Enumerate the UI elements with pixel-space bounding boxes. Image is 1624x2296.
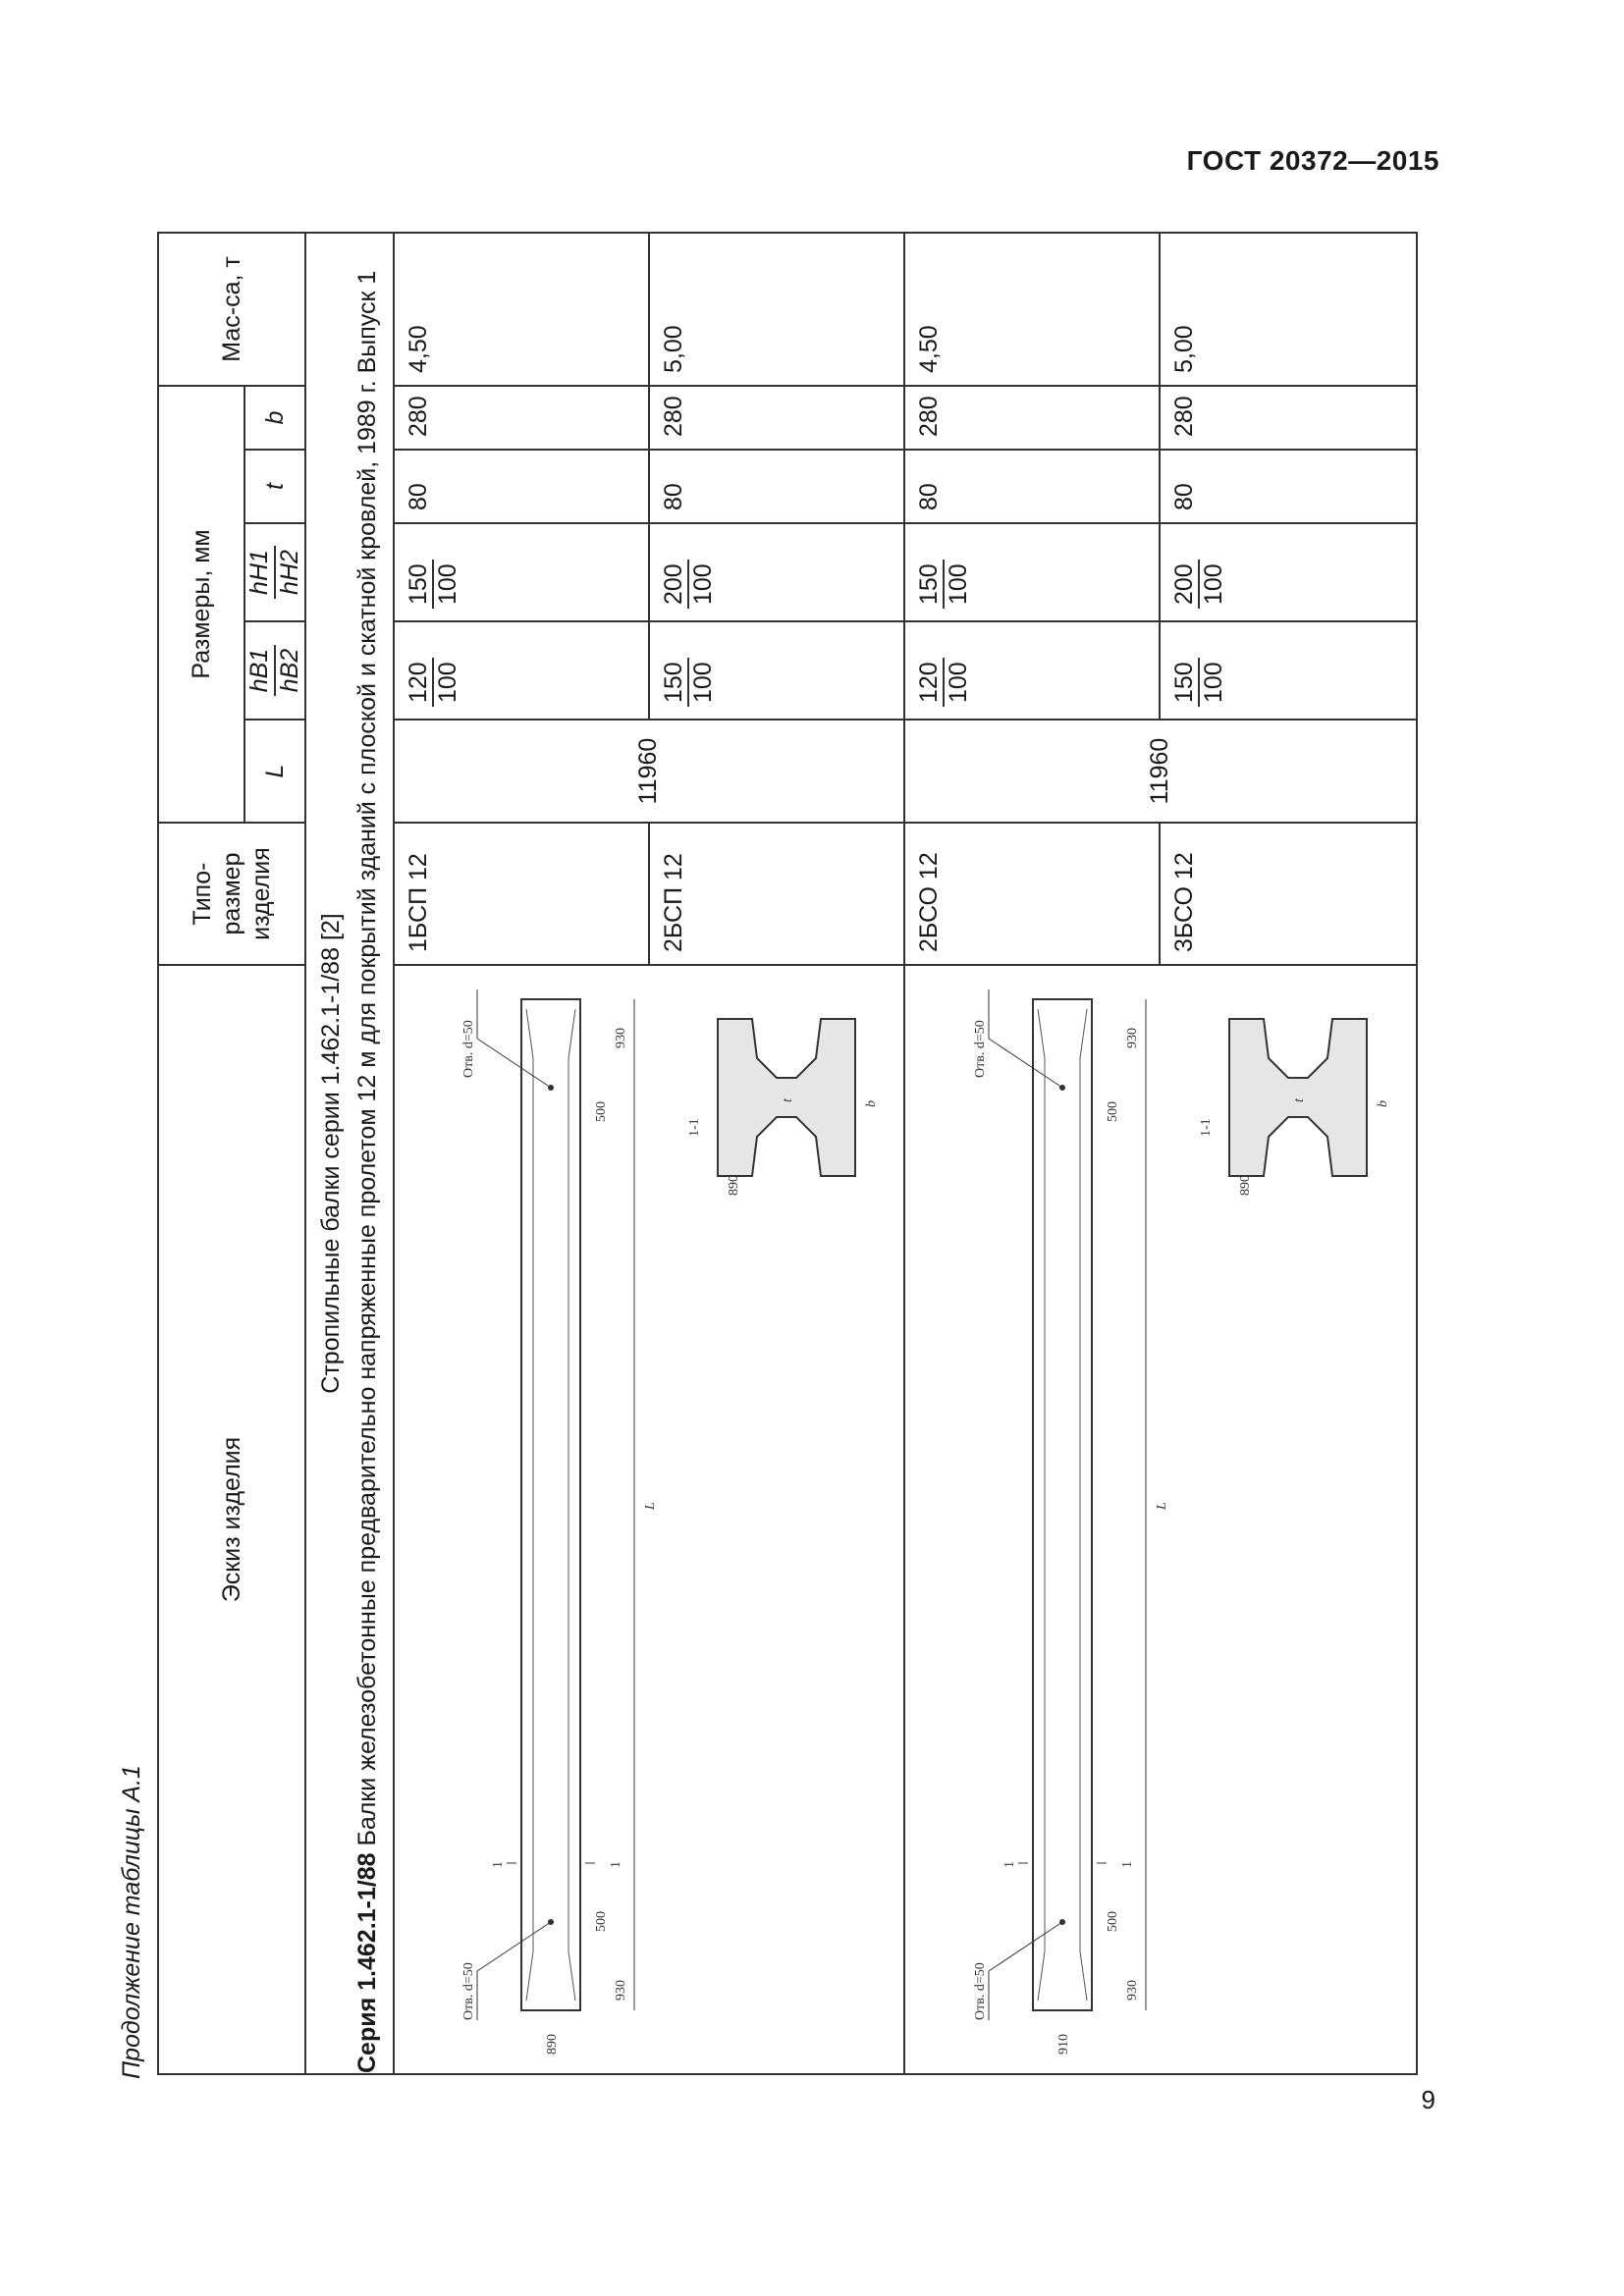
cell-L: 11960 bbox=[904, 720, 1417, 823]
dim-500-left: 500 bbox=[593, 1911, 609, 1932]
header-b: b bbox=[244, 386, 305, 450]
header-sketch: Эскиз изделия bbox=[158, 965, 305, 2074]
cell-t: 80 bbox=[1160, 450, 1417, 523]
cell-mass: 5,00 bbox=[649, 233, 904, 386]
hole-label-left: Отв. d=50 bbox=[460, 1962, 476, 2020]
dim-930-right: 930 bbox=[1124, 1028, 1140, 1048]
cell-type: 2БСО 12 bbox=[904, 823, 1160, 965]
section-mark-top: 1 bbox=[490, 1861, 506, 1868]
section-width: 890 bbox=[726, 1175, 741, 1196]
beam-sketch-2 bbox=[915, 980, 1406, 2059]
header-hB1: hB1 bbox=[245, 645, 276, 696]
cell-mass: 5,00 bbox=[1160, 233, 1417, 386]
cell-type: 1БСП 12 bbox=[394, 823, 649, 965]
label-t: t bbox=[1291, 1098, 1307, 1102]
standard-number: ГОСТ 20372—2015 bbox=[1186, 145, 1439, 176]
beam-plan-outline bbox=[1033, 999, 1092, 2010]
cell-b: 280 bbox=[649, 386, 904, 450]
series-title: Стропильные балки серии 1.462.1-1/88 [2] bbox=[317, 913, 346, 1394]
header-t: t bbox=[244, 450, 305, 523]
header-hB2: hB2 bbox=[275, 648, 303, 693]
dim-930-left: 930 bbox=[613, 1980, 628, 2001]
dim-width: 890 bbox=[544, 2034, 560, 2055]
table-row bbox=[394, 233, 649, 2074]
header-hB bbox=[244, 621, 305, 720]
beam-sketch-1 bbox=[404, 980, 894, 2059]
dim-width: 910 bbox=[1056, 2034, 1071, 2055]
cell-t: 80 bbox=[649, 450, 904, 523]
cell-hB: 120 100 bbox=[904, 621, 1160, 720]
page-number: 9 bbox=[1421, 2085, 1435, 2114]
cell-t: 80 bbox=[904, 450, 1160, 523]
cell-hH: 150 100 bbox=[394, 523, 649, 621]
dim-L: L bbox=[1154, 1502, 1169, 1510]
cell-hH: 200 100 bbox=[649, 523, 904, 621]
sketch-cell-2 bbox=[904, 965, 1417, 2074]
cross-section bbox=[1229, 1019, 1367, 1176]
series-description bbox=[350, 234, 385, 2073]
cross-section bbox=[718, 1019, 855, 1176]
header-hH1: hH1 bbox=[245, 546, 276, 599]
header-mass: Мас-са, т bbox=[158, 233, 305, 386]
label-b: b bbox=[863, 1100, 879, 1107]
cell-t: 80 bbox=[394, 450, 649, 523]
header-sizes: Размеры, мм bbox=[158, 386, 244, 823]
dim-930-right: 930 bbox=[613, 1028, 628, 1048]
table-row bbox=[904, 233, 1160, 2074]
label-b: b bbox=[1375, 1100, 1390, 1107]
dim-500-right: 500 bbox=[1105, 1101, 1120, 1122]
dim-L: L bbox=[642, 1502, 658, 1510]
section-label: 1-1 bbox=[686, 1118, 702, 1137]
cell-b: 280 bbox=[394, 386, 649, 450]
label-t: t bbox=[780, 1098, 795, 1102]
header-hH2: hH2 bbox=[275, 550, 303, 595]
dim-500-right: 500 bbox=[593, 1101, 609, 1122]
cell-mass: 4,50 bbox=[394, 233, 649, 386]
cell-hB: 150 100 bbox=[1160, 621, 1417, 720]
hole-label-right: Отв. d=50 bbox=[460, 1020, 476, 1078]
header-hH bbox=[244, 523, 305, 621]
cell-hH: 200 100 bbox=[1160, 523, 1417, 621]
rotated-table-container bbox=[157, 234, 1408, 2075]
cell-hH: 150 100 bbox=[904, 523, 1160, 621]
header-L: L bbox=[244, 720, 305, 823]
series-text: Балки железобетонные предварительно напряженные пролетом 12 м для покрытий зданий с плоской и скатной кровлей, 1989 г. Выпуск 1 bbox=[352, 270, 381, 1853]
hole-label-left: Отв. d=50 bbox=[972, 1962, 988, 2020]
beam-plan-outline bbox=[521, 999, 580, 2010]
series-caption bbox=[305, 233, 394, 2074]
section-mark-top: 1 bbox=[1001, 1861, 1017, 1868]
cell-b: 280 bbox=[904, 386, 1160, 450]
cell-L: 11960 bbox=[394, 720, 904, 823]
header-type-size: Типо-размер изделия bbox=[158, 823, 305, 965]
dim-930-left: 930 bbox=[1124, 1980, 1140, 2001]
cell-b: 280 bbox=[1160, 386, 1417, 450]
cell-mass: 4,50 bbox=[904, 233, 1160, 386]
cell-hB: 120 100 bbox=[394, 621, 649, 720]
section-mark-bottom: 1 bbox=[608, 1861, 623, 1868]
products-table bbox=[157, 232, 1418, 2075]
section-width: 890 bbox=[1237, 1175, 1253, 1196]
section-mark-bottom: 1 bbox=[1119, 1861, 1135, 1868]
cell-hB: 150 100 bbox=[649, 621, 904, 720]
cell-type: 3БСО 12 bbox=[1160, 823, 1417, 965]
series-code: Серия 1.462.1-1/88 bbox=[352, 1852, 381, 2073]
hole-label-right: Отв. d=50 bbox=[972, 1020, 988, 1078]
table-continuation-label: Продолжение таблицы А.1 bbox=[118, 1765, 145, 2079]
sketch-cell-1 bbox=[394, 965, 904, 2074]
dim-500-left: 500 bbox=[1105, 1911, 1120, 1932]
cell-type: 2БСП 12 bbox=[649, 823, 904, 965]
section-label: 1-1 bbox=[1198, 1118, 1214, 1137]
